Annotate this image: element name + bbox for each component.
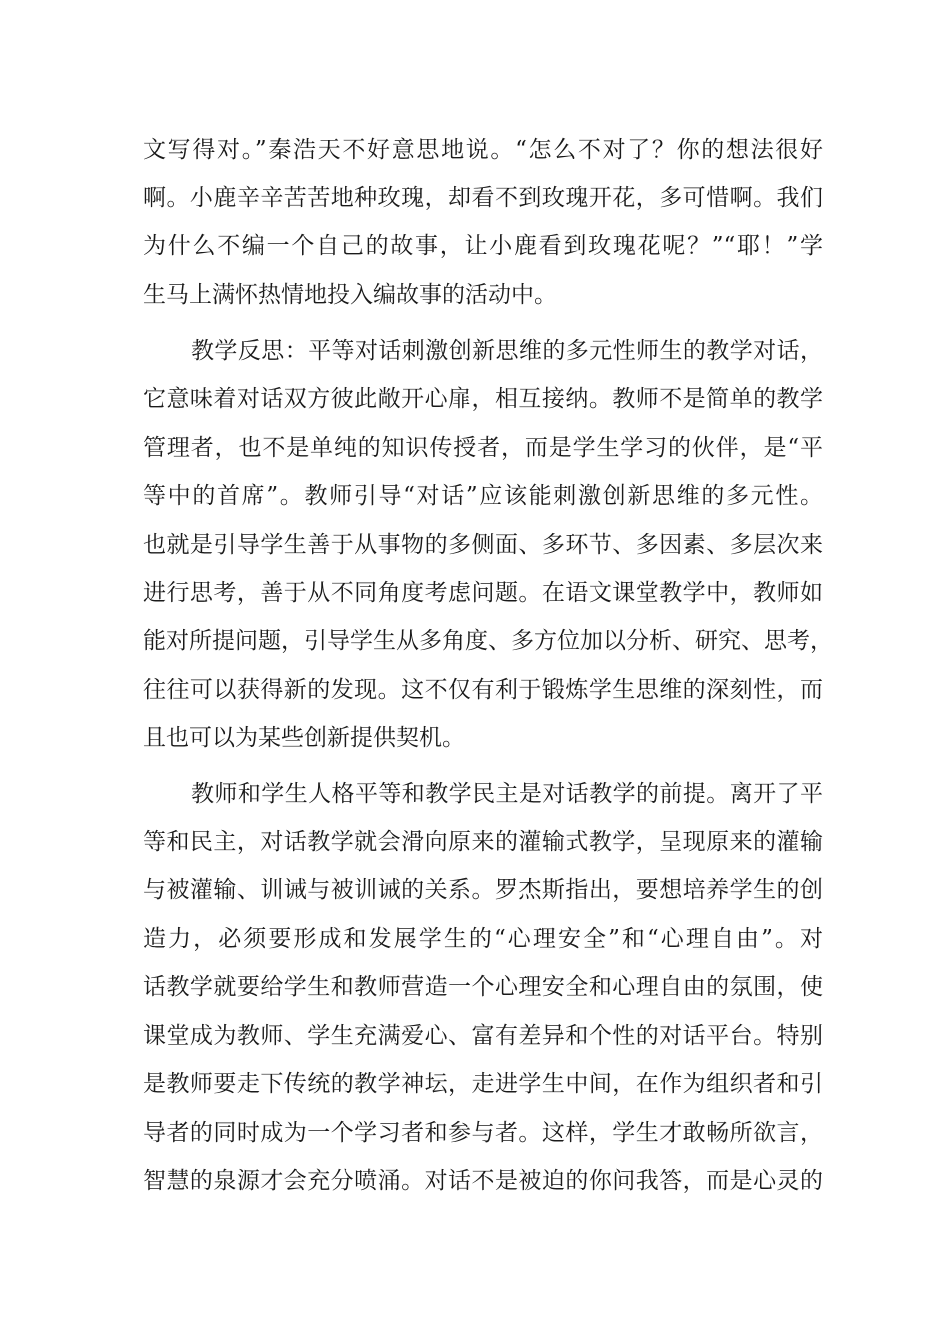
text-line: 课堂成为教师、学生充满爱心、富有差异和个性的对话平台。特别	[143, 1023, 823, 1049]
text-line: 管理者，也不是单纯的知识传授者，而是学生学习的伙伴，是“平	[143, 435, 823, 461]
text-line: 造力，必须要形成和发展学生的“心理安全”和“心理自由”。对	[143, 926, 823, 952]
text-line: 也就是引导学生善于从事物的多侧面、多环节、多因素、多层次来	[143, 532, 823, 558]
text-line: 且也可以为某些创新提供契机。	[143, 725, 465, 751]
text-line: 能对所提问题，引导学生从多角度、多方位加以分析、研究、思考，	[143, 628, 833, 654]
text-line: 生马上满怀热情地投入编故事的活动中。	[143, 282, 557, 308]
text-line: 与被灌输、训诫与被训诫的关系。罗杰斯指出，要想培养学生的创	[143, 877, 823, 903]
text-line: 智慧的泉源才会充分喷涌。对话不是被迫的你问我答，而是心灵的	[143, 1168, 823, 1194]
text-line: 它意味着对话双方彼此敞开心扉，相互接纳。教师不是简单的教学	[143, 386, 823, 412]
text-line: 等和民主，对话教学就会滑向原来的灌输式教学，呈现原来的灌输	[143, 829, 823, 855]
text-line: 文写得对。”秦浩天不好意思地说。“怎么不对了？你的想法很好	[143, 137, 823, 163]
text-line: 往往可以获得新的发现。这不仅有利于锻炼学生思维的深刻性，而	[143, 677, 823, 703]
text-line: 导者的同时成为一个学习者和参与者。这样，学生才敢畅所欲言，	[143, 1120, 823, 1146]
text-line: 话教学就要给学生和教师营造一个心理安全和心理自由的氛围，使	[143, 974, 823, 1000]
paragraph-first-line: 教师和学生人格平等和教学民主是对话教学的前提。离开了平	[191, 781, 823, 807]
paragraph-first-line: 教学反思：平等对话刺激创新思维的多元性师生的教学对话，	[191, 338, 823, 364]
text-line: 为什么不编一个自己的故事，让小鹿看到玫瑰花呢？”“耶！”学	[143, 233, 823, 259]
text-line: 啊。小鹿辛辛苦苦地种玫瑰，却看不到玫瑰开花，多可惜啊。我们	[143, 185, 823, 211]
text-line: 是教师要走下传统的教学神坛，走进学生中间，在作为组织者和引	[143, 1071, 823, 1097]
text-line: 进行思考，善于从不同角度考虑问题。在语文课堂教学中，教师如	[143, 580, 823, 606]
text-line: 等中的首席”。教师引导“对话”应该能刺激创新思维的多元性。	[143, 483, 823, 509]
